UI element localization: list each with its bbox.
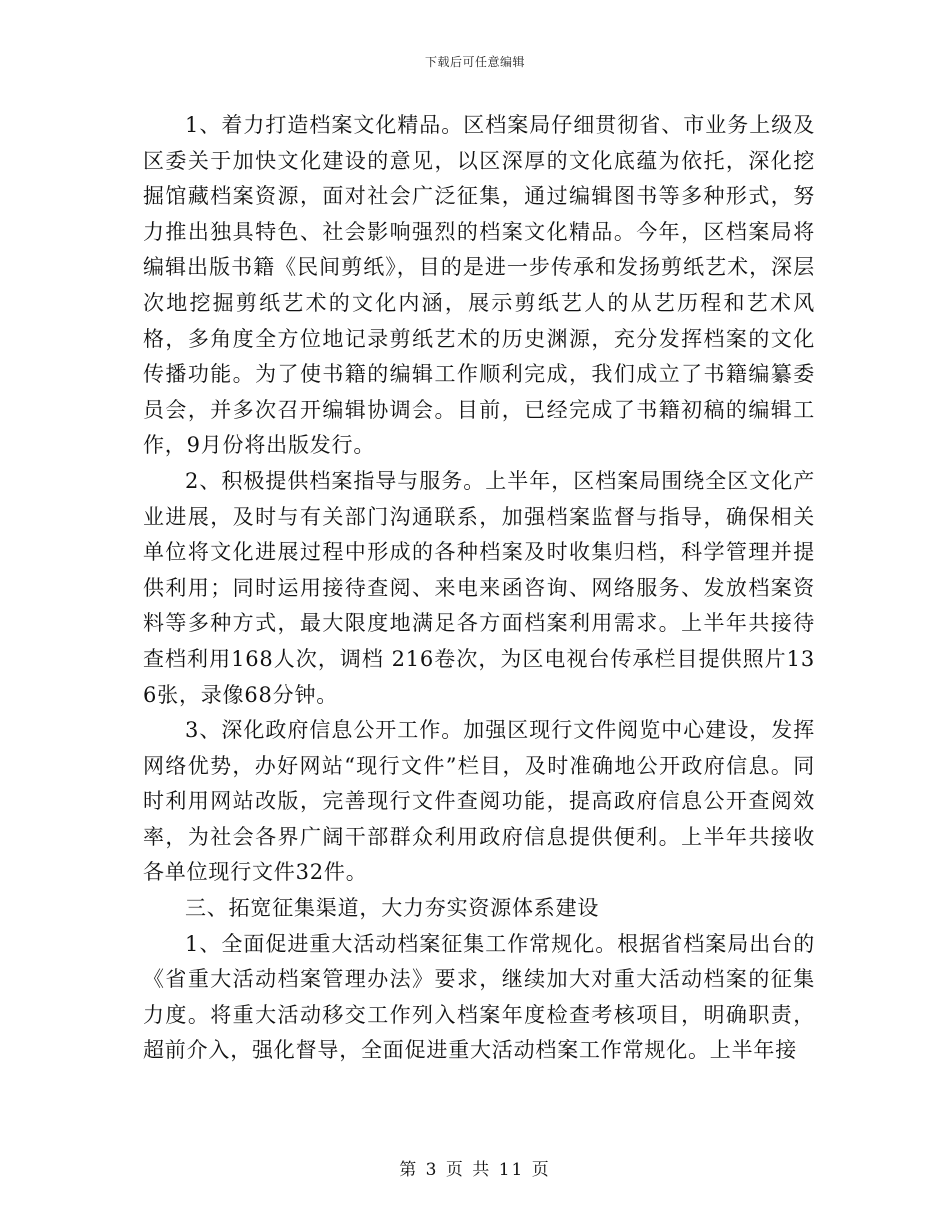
page-number-footer: 第 3 页 共 11 页	[399, 1160, 551, 1180]
section-heading-collection: 三、拓宽征集渠道，大力夯实资源体系建设	[185, 896, 600, 921]
page-header: 下载后可任意编辑	[424, 55, 525, 69]
paragraph-major-events: 1、全面促进重大活动档案征集工作常规化。根据省档案局出台的《省重大活动档案管理办法》要求，继续加大对重大活动档案的征集力度。将重大活动移交工作列入档案年度检查考核项目，明确职责，超前介入，强化督导，全面促进重大活动档案工作常规化。上半年接	[143, 931, 815, 1063]
document-body	[143, 108, 815, 1069]
paragraph-government-info: 3、深化政府信息公开工作。加强区现行文件阅览中心建设，发挥网络优势，办好网站“现行文件”栏目，及时准确地公开政府信息。同时利用网站改版，完善现行文件查阅功能，提高政府信息公开查阅效率，为社会各界广阔干部群众利用政府信息提供便利。上半年共接收各单位现行文件32件。	[143, 718, 815, 885]
paragraph-archive-culture: 1、着力打造档案文化精品。区档案局仔细贯彻省、市业务上级及区委关于加快文化建设的意见，以区深厚的文化底蕴为依托，深化挖掘馆藏档案资源，面对社会广泛征集，通过编辑图书等多种形式，努力推出独具特色、社会影响强烈的档案文化精品。今年，区档案局将编辑出版书籍《民间剪纸》，目的是进一步传承和发扬剪纸艺术，深层次地挖掘剪纸艺术的文化内涵，展示剪纸艺人的从艺历程和艺术风格，多角度全方位地记录剪纸艺术的历史渊源，充分发挥档案的文化传播功能。为了使书籍的编辑工作顺利完成，我们成立了书籍编纂委员会，并多次召开编辑协调会。目前，已经完成了书籍初稿的编辑工作，9月份将出版发行。	[143, 113, 815, 458]
paragraph-archive-service: 2、积极提供档案指导与服务。上半年，区档案局围绕全区文化产业进展，及时与有关部门沟通联系，加强档案监督与指导，确保相关单位将文化进展过程中形成的各种档案及时收集归档，科学管理并提供利用；同时运用接待查阅、来电来函咨询、网络服务、发放档案资料等多种方式，最大限度地满足各方面档案利用需求。上半年共接待查档利用168人次，调档 216卷次，为区电视台传承栏目提供照片136张，录像68分钟。	[143, 468, 815, 707]
